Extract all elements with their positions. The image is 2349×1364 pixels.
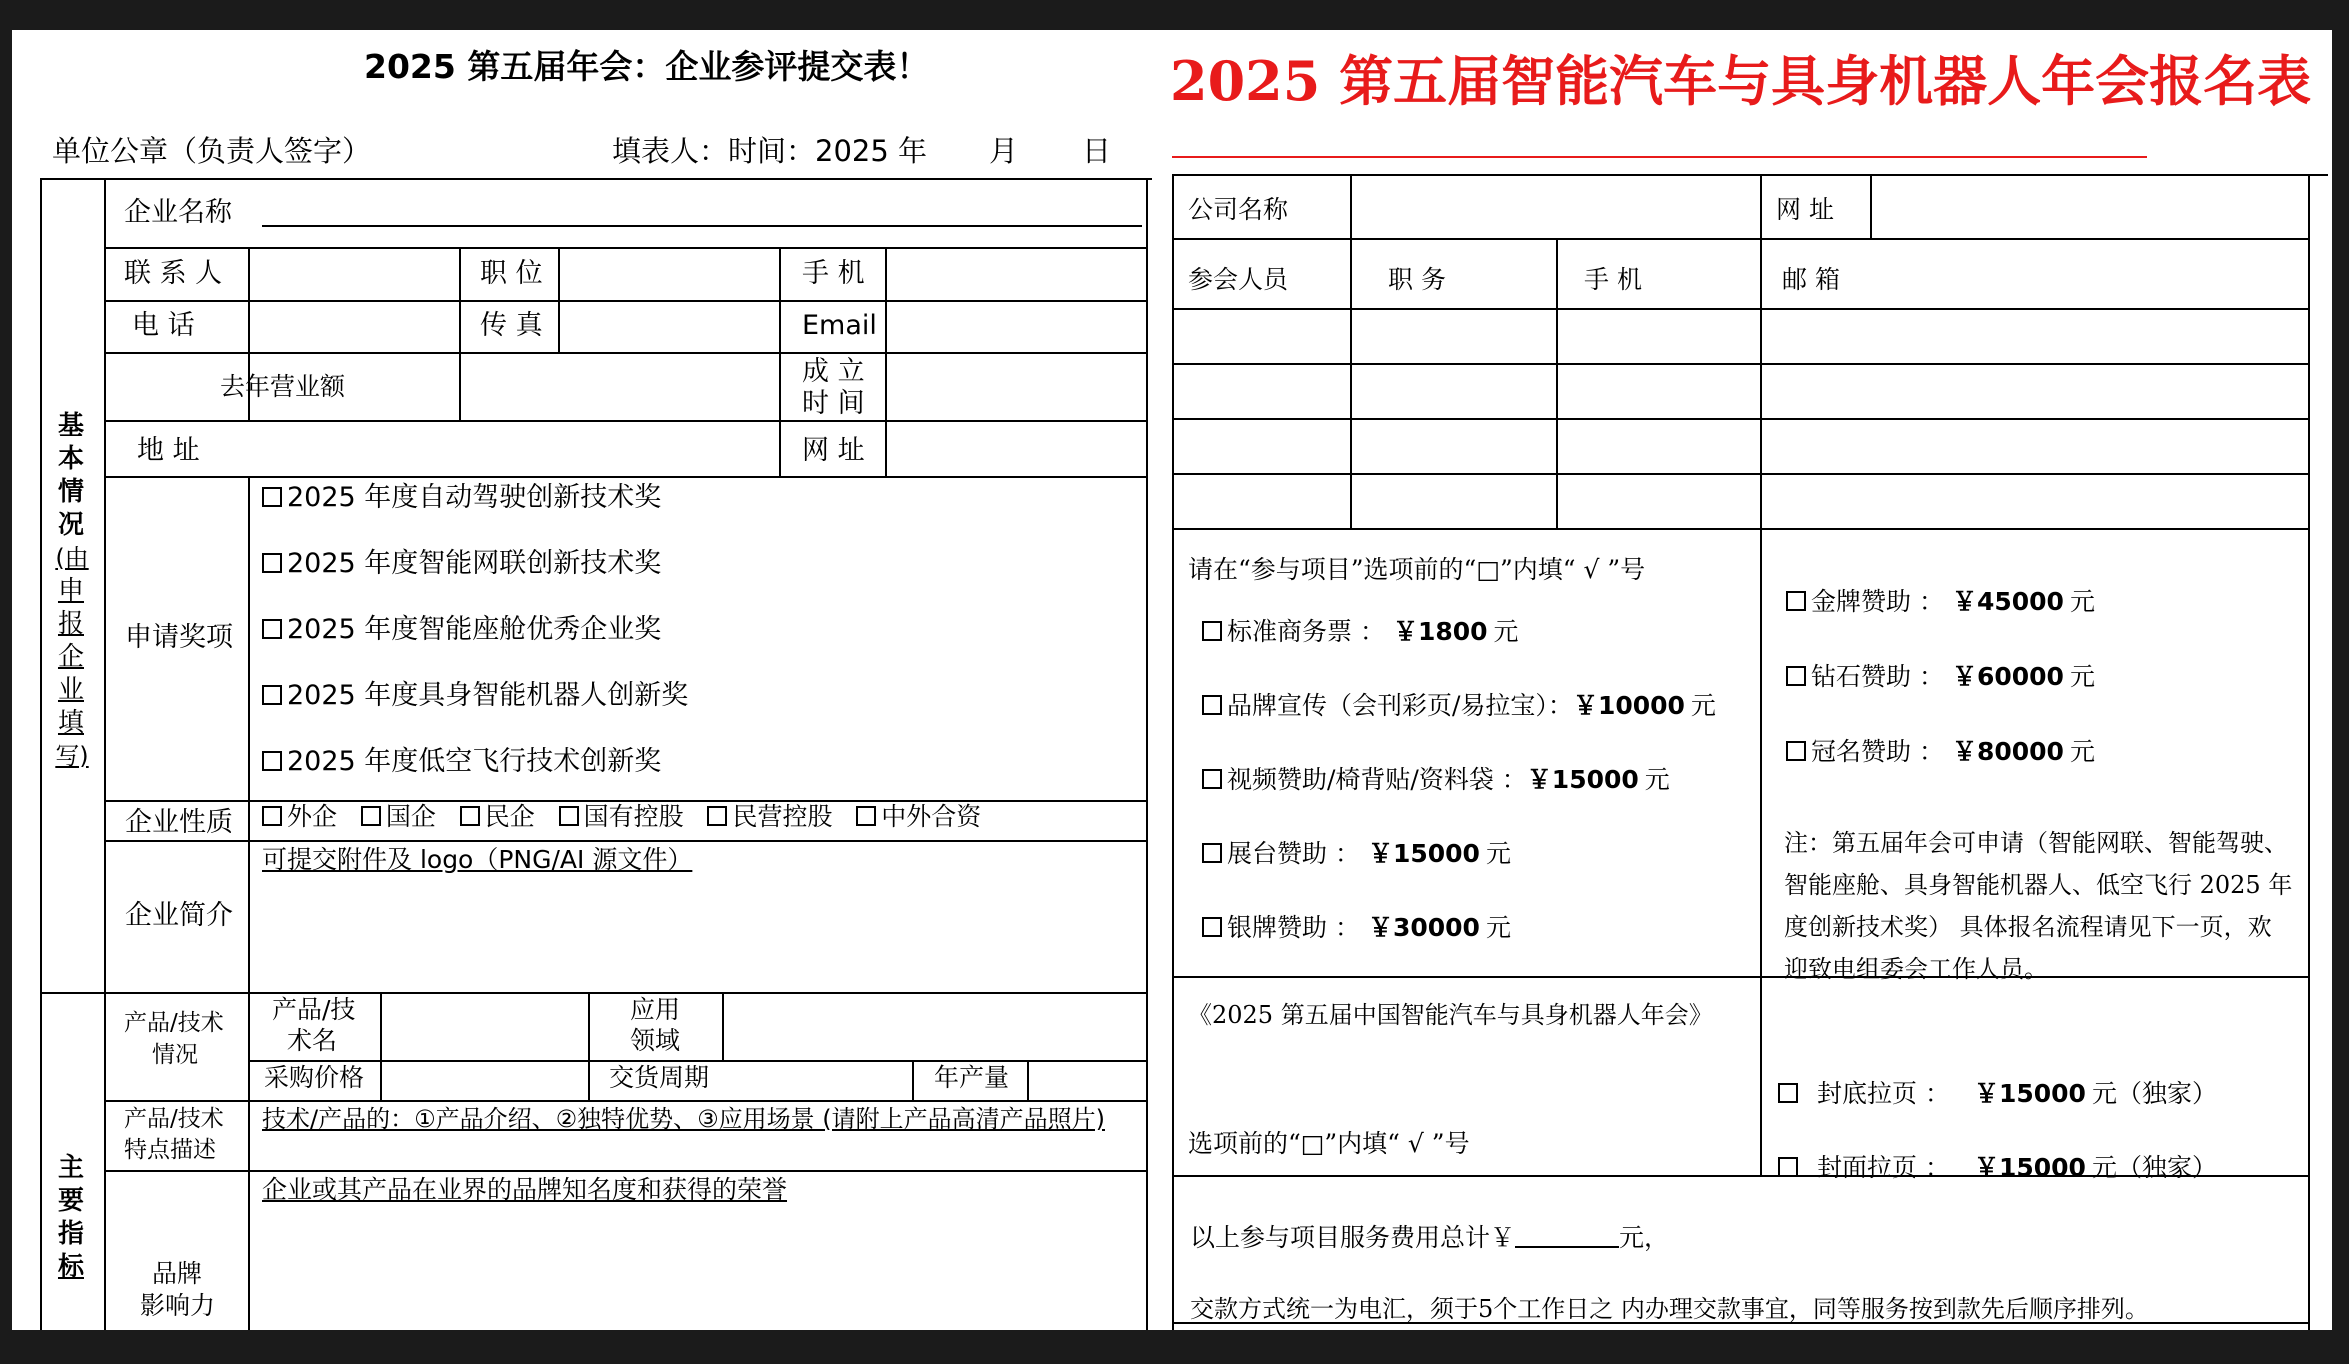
annual-output-field[interactable]: [1031, 1063, 1144, 1098]
duty-label: 职 务: [1388, 265, 1446, 294]
nature-option[interactable]: 国有控股: [559, 802, 684, 831]
intro-hint: 可提交附件及 logo（PNG/AI 源文件）: [262, 845, 693, 874]
fax-label: 传 真: [480, 310, 543, 341]
attendee-row[interactable]: [1174, 311, 2306, 361]
award-option-label: 2025 年度智能座舱优秀企业奖: [287, 614, 662, 645]
total-suffix: 元，: [1619, 1223, 1670, 1252]
feature-label: 特点描述: [124, 1137, 216, 1163]
company-label: 公司名称: [1188, 195, 1289, 224]
section-basic-char: 报: [57, 609, 84, 639]
founded-field[interactable]: [889, 355, 1144, 418]
contact-label: 联 系 人: [124, 258, 223, 289]
checkbox-icon[interactable]: [1786, 741, 1806, 761]
product-label: 情况: [152, 1042, 198, 1068]
product-label: 产品/技术: [124, 1010, 224, 1036]
price-field[interactable]: [384, 1063, 586, 1098]
company-name-field[interactable]: [262, 225, 1142, 227]
section-basic-char: 况: [57, 510, 84, 540]
package-option[interactable]: 视频赞助/椅背贴/资料袋 ：￥15000 元: [1202, 766, 1670, 795]
section-basic-char: 业: [57, 675, 84, 705]
nature-label: 企业性质: [125, 807, 233, 838]
note-line: 度创新技术奖） 具体报名流程请见下一页，欢: [1784, 913, 2272, 941]
revenue-label: 去年营业额: [220, 372, 346, 401]
section-basic-char: 企: [57, 642, 84, 672]
section-basic-char: (由: [55, 544, 89, 572]
left-document: [12, 30, 1152, 1330]
attendee-row[interactable]: [1174, 366, 2306, 416]
magazine-option[interactable]: 封底拉页 ： ￥15000 元（独家）: [1778, 1080, 2217, 1109]
section-main-char: 指: [57, 1219, 84, 1249]
product-name-label: 术名: [287, 1026, 338, 1055]
checkbox-icon[interactable]: [1202, 769, 1222, 789]
intro-field[interactable]: [252, 880, 1144, 990]
seal-label: 单位公章（负责人签字）: [52, 134, 372, 168]
right-website-field[interactable]: [1874, 178, 2306, 236]
magazine-option[interactable]: 封面拉页 ： ￥15000 元（独家）: [1778, 1154, 2217, 1183]
checkbox-icon[interactable]: [262, 751, 282, 771]
sponsor-option[interactable]: 金牌赞助 ： ￥45000 元: [1786, 588, 2095, 617]
checkbox-icon[interactable]: [262, 553, 282, 573]
mobile-label: 手 机: [802, 258, 865, 289]
section-basic-char: 情: [57, 477, 84, 507]
attendee-row[interactable]: [1174, 476, 2306, 526]
application-label: 应用: [630, 995, 681, 1024]
checkbox-icon[interactable]: [1202, 843, 1222, 863]
fax-field[interactable]: [562, 303, 777, 350]
note-line: 智能座舱、具身智能机器人、低空飞行 2025 年: [1784, 871, 2293, 899]
feature-label: 产品/技术: [124, 1106, 224, 1132]
checkbox-icon[interactable]: [856, 806, 876, 826]
checkbox-icon[interactable]: [460, 806, 480, 826]
section-basic-char: 申: [57, 576, 84, 606]
delivery-field[interactable]: [726, 1063, 910, 1098]
section-basic-char: 填: [57, 708, 84, 738]
total-prefix: 以上参与项目服务费用总计￥: [1190, 1223, 1516, 1252]
revenue-field[interactable]: [462, 355, 777, 418]
checkbox-icon[interactable]: [262, 487, 282, 507]
right-mobile-label: 手 机: [1584, 265, 1642, 294]
section-basic-char: 写): [55, 742, 89, 770]
award-option[interactable]: [262, 548, 661, 579]
address-label: 地 址: [137, 435, 200, 466]
attendee-row[interactable]: [1174, 421, 2306, 471]
package-option[interactable]: 标准商务票 ： ￥1800 元: [1202, 618, 1519, 647]
checkbox-icon[interactable]: [1202, 695, 1222, 715]
package-option[interactable]: 展台赞助 ： ￥15000 元: [1202, 840, 1511, 869]
award-option[interactable]: [262, 614, 661, 645]
checkbox-icon[interactable]: [1202, 917, 1222, 937]
checkbox-icon[interactable]: [1778, 1157, 1798, 1177]
address-field[interactable]: [252, 423, 777, 474]
nature-option[interactable]: 外企: [262, 802, 337, 831]
section-basic-char: 本: [57, 444, 84, 474]
section-basic-char: 基: [57, 411, 84, 441]
day-label: 日: [1082, 134, 1112, 168]
right-email-label: 邮 箱: [1782, 265, 1840, 294]
total-line: [1190, 1224, 1669, 1253]
section-main-char: 标: [57, 1252, 84, 1282]
sponsor-option[interactable]: 钻石赞助 ： ￥60000 元: [1786, 663, 2095, 692]
right-form-title: 2025 第五届智能汽车与具身机器人年会报名表: [1170, 49, 2312, 113]
company-field[interactable]: [1354, 178, 1758, 236]
checkbox-icon[interactable]: [559, 806, 579, 826]
brand-label: 品牌: [152, 1259, 203, 1288]
title-underline: [1172, 156, 2147, 158]
nature-options: [262, 803, 981, 832]
application-label: 领域: [630, 1026, 681, 1055]
checkbox-icon[interactable]: [1778, 1083, 1798, 1103]
phone-field[interactable]: [252, 303, 457, 350]
award-option[interactable]: [262, 482, 661, 513]
product-name-label: 产品/技: [272, 995, 356, 1024]
checkbox-icon[interactable]: [262, 619, 282, 639]
brand-hint: 企业或其产品在业界的品牌知名度和获得的荣誉: [262, 1175, 788, 1204]
checkbox-icon[interactable]: [262, 806, 282, 826]
package-option[interactable]: 银牌赞助 ： ￥30000 元: [1202, 914, 1511, 943]
award-option[interactable]: [262, 746, 661, 777]
product-name-field[interactable]: [384, 995, 586, 1058]
email-field[interactable]: [889, 303, 1144, 350]
filler-label: 填表人：时间：2025 年: [612, 134, 928, 168]
note-line: 迎致电组委会工作人员。: [1784, 955, 2048, 983]
nature-option[interactable]: 民企: [460, 802, 535, 831]
award-label: 申请奖项: [125, 622, 233, 653]
checkbox-icon[interactable]: [1786, 666, 1806, 686]
feature-hint: 技术/产品的：①产品介绍、②独特优势、③应用场景 (请附上产品高清产品照片): [262, 1105, 1105, 1133]
award-option-label: 2025 年度自动驾驶创新技术奖: [287, 482, 662, 513]
phone-label: 电 话: [132, 310, 195, 341]
award-option-label: 2025 年度智能网联创新技术奖: [287, 548, 662, 579]
month-label: 月: [989, 134, 1019, 168]
total-amount-field[interactable]: [1515, 1224, 1619, 1248]
attendee-label: 参会人员: [1188, 265, 1289, 294]
brand-label: 影响力: [140, 1291, 216, 1320]
price-label: 采购价格: [264, 1063, 365, 1092]
checkbox-icon[interactable]: [707, 806, 727, 826]
nature-option[interactable]: 民营控股: [707, 802, 832, 831]
founded-label: 成 立: [802, 356, 865, 387]
company-name-label: 企业名称: [124, 197, 232, 228]
position-field[interactable]: [562, 250, 777, 298]
right-website-label: 网 址: [1776, 195, 1834, 224]
founded-label: 时 间: [802, 388, 865, 419]
right-document: [1152, 30, 2332, 1330]
section-main-char: 要: [57, 1186, 84, 1216]
application-field[interactable]: [726, 995, 1144, 1058]
instruction-text: 请在“参与项目”选项前的“□”内填“ √ ”号: [1188, 555, 1646, 584]
contact-field[interactable]: [252, 250, 457, 298]
email-label: Email: [802, 310, 877, 341]
annual-output-label: 年产量: [934, 1063, 1010, 1092]
mobile-field[interactable]: [889, 250, 1144, 298]
left-form-title: 2025 第五届年会：企业参评提交表！: [364, 47, 930, 86]
brand-field[interactable]: [252, 1210, 1144, 1328]
nature-option[interactable]: 中外合资: [856, 802, 981, 831]
checkbox-icon[interactable]: [361, 806, 381, 826]
magazine-instruction: 选项前的“□”内填“ √ ”号: [1188, 1129, 1470, 1158]
award-option[interactable]: [262, 680, 688, 711]
section-main-char: 主: [57, 1153, 84, 1183]
checkbox-icon[interactable]: [1786, 591, 1806, 611]
nature-option[interactable]: 国企: [361, 802, 436, 831]
award-option-label: 2025 年度具身智能机器人创新奖: [287, 680, 689, 711]
package-option[interactable]: 品牌宣传（会刊彩页/易拉宝）：￥10000 元: [1202, 692, 1716, 721]
intro-label: 企业简介: [125, 900, 233, 931]
website-label: 网 址: [802, 435, 865, 466]
delivery-label: 交货周期: [609, 1063, 710, 1092]
award-option-label: 2025 年度低空飞行技术创新奖: [287, 746, 662, 777]
website-field[interactable]: [889, 423, 1144, 474]
note-line: 注：第五届年会可申请（智能网联、智能驾驶、: [1784, 829, 2288, 857]
checkbox-icon[interactable]: [262, 685, 282, 705]
payment-text: 交款方式统一为电汇，须于5个工作日之 内办理交款事宜，同等服务按到款先后顺序排列。: [1190, 1295, 2149, 1323]
position-label: 职 位: [480, 258, 543, 289]
checkbox-icon[interactable]: [1202, 621, 1222, 641]
sponsor-option[interactable]: 冠名赞助 ： ￥80000 元: [1786, 738, 2095, 767]
magazine-title: 《2025 第五届中国智能汽车与具身机器人年会》: [1188, 1001, 1713, 1029]
